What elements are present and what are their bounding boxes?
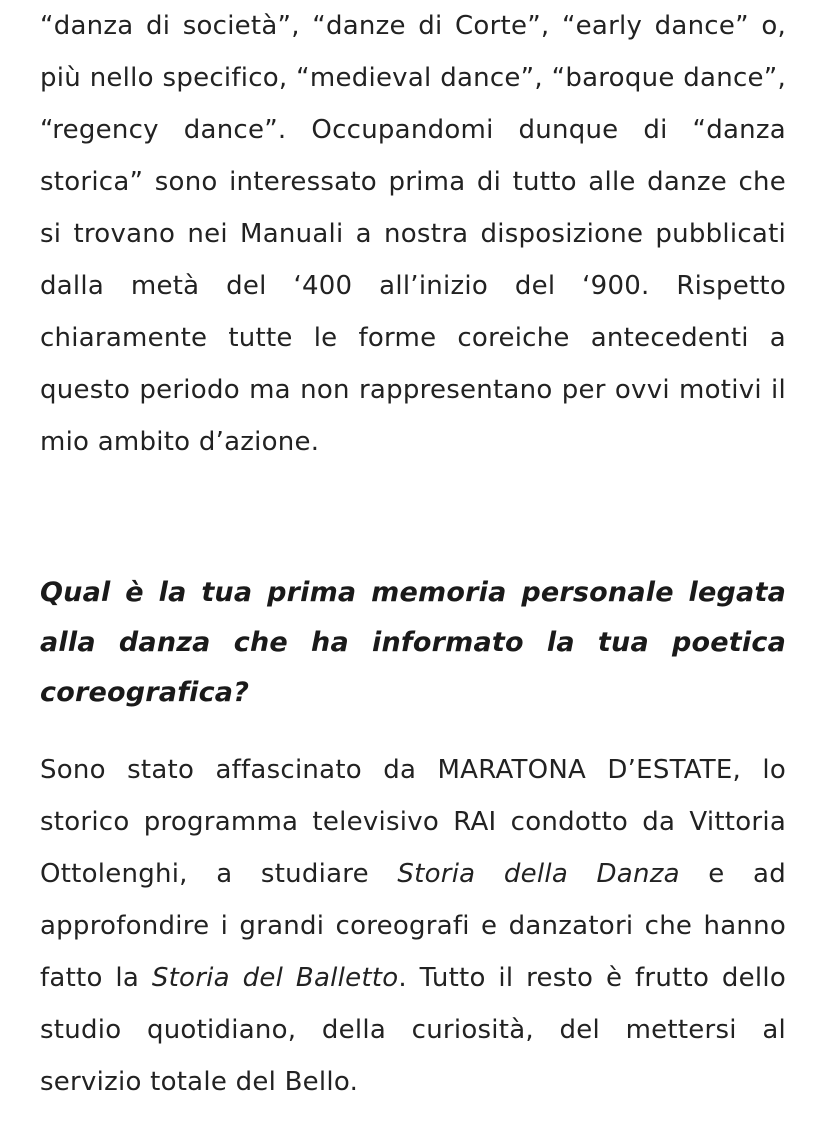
interview-question: Qual è la tua prima memoria personale legata alla danza che ha informato la tua poetica coreografica? bbox=[40, 577, 786, 708]
paragraph-intro: “danza di società”, “danze di Corte”, “early dance” o, più nello specifico, “medieval dance”, “baroque dance”, “regency dance”. Occupandomi dunque di “danza storica” sono interessato prima di tutto alle danze che si trovano nei Manuali a nostra disposizione pubblicati dalla metà del ‘400 all’inizio del ‘900. Rispetto chiaramente tutte le forme coreiche antecedenti a questo periodo ma non rappresentano per ovvi motivi il mio ambito d’azione. bbox=[40, 11, 786, 457]
answer-text-3: . Tutto il resto è frutto dello studio quotidiano, della curiosità, del mettersi al servizio totale del Bello. bbox=[40, 963, 786, 1097]
answer-title-storia-danza: Storia della Danza bbox=[397, 859, 680, 889]
answer-text-2: e ad approfondire i grandi coreografi e danzatori che hanno fatto la bbox=[40, 859, 786, 993]
paragraph-answer bbox=[40, 744, 786, 1108]
answer-title-storia-balletto: Storia del Balletto bbox=[151, 963, 399, 993]
answer-text-1: Sono stato affascinato da MARATONA D’ESTATE, lo storico programma televisivo RAI condotto da Vittoria Ottolenghi, a studiare bbox=[40, 755, 786, 889]
